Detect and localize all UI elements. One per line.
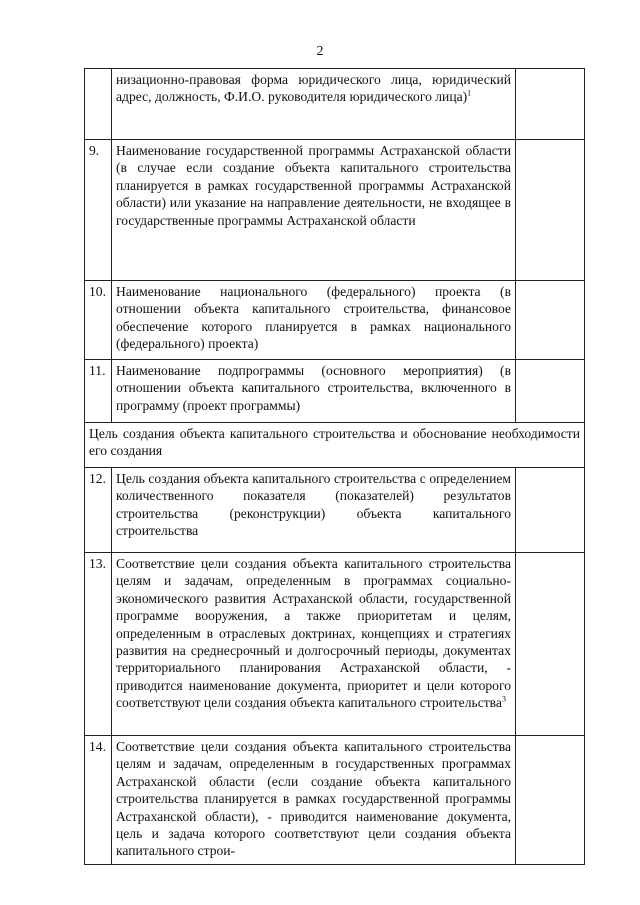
row-number: 11. [85, 360, 112, 423]
row-description: Наименование подпрограммы (основного мероприятия) (в отношении объекта капитального строительства, включенного в программу (проект программы) [112, 360, 516, 423]
form-table [84, 68, 585, 865]
row-value-cell [516, 140, 585, 281]
row-description: Наименование государственной программы Астраханской области (в случае если создание объекта капитального строительства планируется в рамках государственной программы Астраханской области) или указание на направление деятельности, не входящее в государственные программы Астраханской области [112, 140, 516, 281]
section-header: Цель создания объекта капитального строительства и обоснование необходимости его создания [85, 423, 585, 468]
row-value-cell [516, 360, 585, 423]
footnote-marker: 1 [467, 88, 472, 98]
table-row [85, 468, 585, 553]
table-row [85, 281, 585, 360]
row-description: Соответствие цели создания объекта капитального строительства целям и задачам, определенным в программах социально-экономического развития Астраханской области, государственной программе вооружения, а также приоритетам и целям, определенным в отраслевых доктринах, концепциях и стратегиях развития на среднесрочный и долгосрочный периоды, документах территориального планирования Астраханской области, - приводится наименование документа, приоритет и цели которого соответствуют цели создания объекта капитального строительства$^3$ [112, 553, 516, 736]
table-row [85, 69, 585, 140]
footnote-marker: 3 [501, 694, 506, 704]
row-number: 10. [85, 281, 112, 360]
table-row [85, 360, 585, 423]
row-description: Цель создания объекта капитального строительства с определением количественного показателя (показателей) результатов строительства (реконструкции) объекта капитального строительства [112, 468, 516, 553]
row-value-cell [516, 736, 585, 865]
row-description: Соответствие цели создания объекта капитального строительства целям и задачам, определенным в государственных программах Астраханской области (если создание объекта капитального строительства планируется в рамках государственной программы Астраханской области), - приводится наименование документа, цель и задача которого соответствуют цели создания объекта капитального строи- [112, 736, 516, 865]
row-value-cell [516, 281, 585, 360]
row-number [85, 69, 112, 140]
table-row [85, 553, 585, 736]
table-row [85, 736, 585, 865]
row-number: 12. [85, 468, 112, 553]
row-value-cell [516, 69, 585, 140]
row-description: Наименование национального (федерального) проекта (в отношении объекта капитального строительства, финансовое обеспечение которого планируется в рамках национального (федерального) проекта) [112, 281, 516, 360]
row-value-cell [516, 553, 585, 736]
page-number: 2 [316, 44, 324, 59]
table-row [85, 140, 585, 281]
section-header-row [85, 423, 585, 468]
row-number: 13. [85, 553, 112, 736]
row-number: 14. [85, 736, 112, 865]
row-description: низационно-правовая форма юридического лица, юридический адрес, должность, Ф.И.О. руководителя юридического лица)$^1$ [112, 69, 516, 140]
row-value-cell [516, 468, 585, 553]
row-number: 9. [85, 140, 112, 281]
